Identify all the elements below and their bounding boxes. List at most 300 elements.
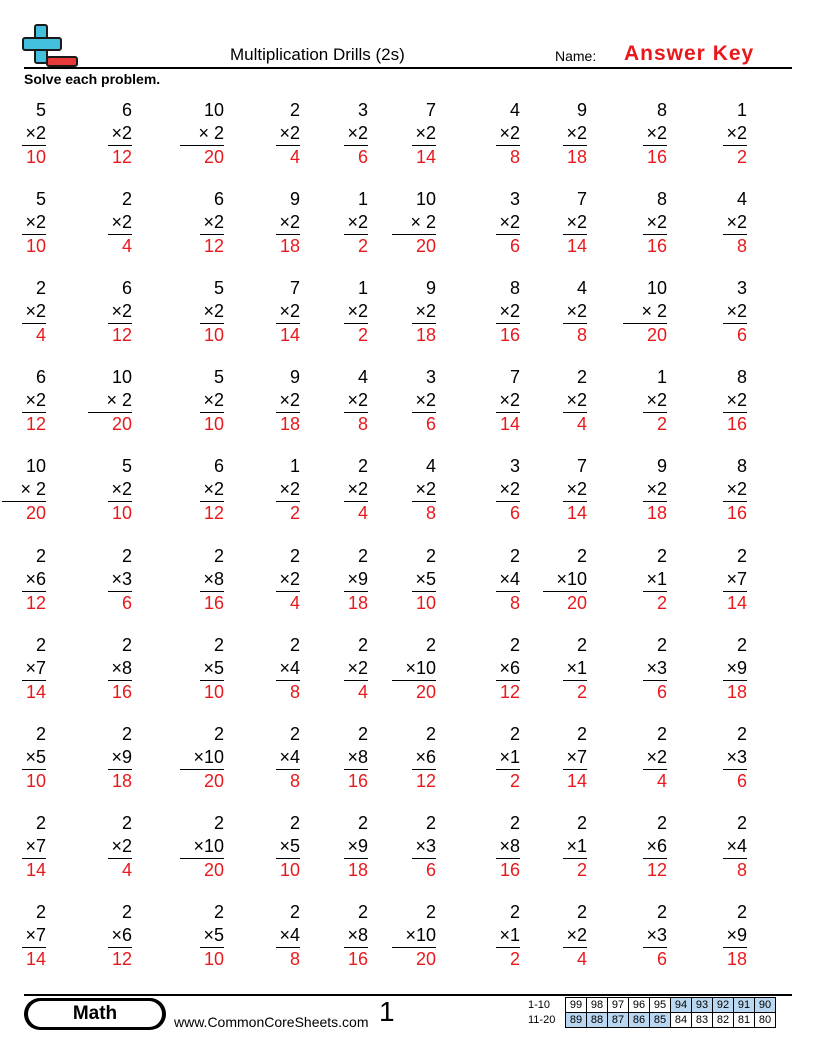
answer: 10 [111, 503, 132, 524]
problem [412, 366, 436, 436]
answer: 12 [415, 770, 436, 791]
multiplicand: 1 [656, 367, 667, 388]
multiplier: ×2 [563, 211, 587, 235]
multiplicand: 2 [656, 545, 667, 566]
problem [723, 366, 747, 436]
multiplicand: 2 [121, 723, 132, 744]
score-cell: 86 [629, 1013, 650, 1028]
problem [563, 366, 587, 436]
multiplier: ×2 [108, 478, 132, 502]
multiplier: ×2 [643, 211, 667, 235]
multiplicand: 2 [736, 634, 747, 655]
problem [643, 723, 667, 793]
answer: 20 [646, 325, 667, 346]
multiplicand: 2 [35, 545, 46, 566]
problem [200, 901, 224, 971]
answer: 8 [289, 948, 300, 969]
score-cell: 85 [650, 1013, 671, 1028]
multiplier: ×5 [200, 657, 224, 681]
problem [108, 901, 132, 971]
multiplicand: 2 [213, 634, 224, 655]
multiplicand: 1 [357, 189, 368, 210]
answer: 10 [415, 592, 436, 613]
answer: 12 [646, 859, 667, 880]
multiplicand: 2 [656, 634, 667, 655]
answer: 4 [289, 592, 300, 613]
multiplier: ×2 [412, 389, 436, 413]
multiplicand: 8 [509, 278, 520, 299]
multiplier: ×3 [643, 657, 667, 681]
problem [643, 812, 667, 882]
problem [723, 99, 747, 169]
multiplicand: 2 [289, 100, 300, 120]
multiplicand: 6 [121, 278, 132, 299]
header-divider [24, 67, 792, 69]
multiplicand: 6 [213, 456, 224, 477]
multiplier: ×6 [108, 924, 132, 948]
problem [344, 545, 368, 615]
problem [496, 634, 520, 704]
answer: 8 [289, 770, 300, 791]
multiplicand: 2 [357, 812, 368, 833]
multiplicand: 2 [509, 545, 520, 566]
problem [563, 99, 587, 169]
problem [276, 366, 300, 436]
problem [412, 99, 436, 169]
multiplicand: 2 [425, 545, 436, 566]
multiplicand: 7 [576, 189, 587, 210]
answer: 16 [499, 325, 520, 346]
multiplicand: 2 [576, 812, 587, 833]
multiplier: ×5 [276, 835, 300, 859]
multiplicand: 2 [509, 812, 520, 833]
multiplier: ×9 [723, 657, 747, 681]
answer: 14 [25, 859, 46, 880]
multiplier: ×2 [496, 300, 520, 324]
answer: 8 [736, 236, 747, 257]
answer: 12 [25, 592, 46, 613]
multiplier: ×2 [344, 389, 368, 413]
multiplier: ×7 [563, 746, 587, 770]
problem [643, 366, 667, 436]
answer: 20 [566, 592, 587, 613]
multiplicand: 2 [213, 901, 224, 922]
problem [180, 812, 224, 882]
multiplier: ×2 [22, 211, 46, 235]
multiplicand: 2 [357, 545, 368, 566]
multiplicand: 10 [203, 100, 224, 120]
problem [276, 188, 300, 258]
multiplicand: 8 [656, 189, 667, 210]
multiplicand: 2 [35, 812, 46, 833]
answer: 14 [25, 681, 46, 702]
multiplier: ×2 [276, 211, 300, 235]
problem [200, 634, 224, 704]
multiplier: ×10 [180, 835, 224, 859]
problem [276, 455, 300, 525]
multiplicand: 6 [213, 189, 224, 210]
problem [200, 545, 224, 615]
answer: 4 [576, 948, 587, 969]
instructions: Solve each problem. [24, 71, 161, 87]
multiplicand: 2 [289, 723, 300, 744]
answer: 10 [203, 325, 224, 346]
problem [108, 723, 132, 793]
multiplicand: 6 [35, 367, 46, 388]
multiplier: ×2 [344, 478, 368, 502]
multiplier: ×10 [543, 568, 587, 592]
multiplier: ×7 [22, 835, 46, 859]
problem [412, 277, 436, 347]
score-row [528, 1013, 776, 1028]
answer: 16 [499, 859, 520, 880]
multiplicand: 8 [656, 100, 667, 120]
multiplier: ×1 [643, 568, 667, 592]
problem [496, 455, 520, 525]
answer: 20 [111, 414, 132, 435]
answer: 14 [279, 325, 300, 346]
answer: 6 [656, 681, 667, 702]
multiplier: ×4 [496, 568, 520, 592]
answer: 4 [357, 503, 368, 524]
score-cell: 81 [734, 1013, 755, 1028]
multiplier: ×2 [643, 478, 667, 502]
problem [22, 277, 46, 347]
multiplicand: 2 [121, 634, 132, 655]
multiplicand: 7 [576, 456, 587, 477]
multiplier: × 2 [623, 300, 667, 324]
answer: 2 [357, 325, 368, 346]
multiplicand: 8 [736, 367, 747, 388]
problem [563, 277, 587, 347]
answer: 12 [203, 236, 224, 257]
answer: 14 [726, 592, 747, 613]
multiplicand: 3 [736, 278, 747, 299]
multiplicand: 2 [425, 901, 436, 922]
problem [2, 455, 46, 525]
problem [723, 277, 747, 347]
multiplier: ×3 [108, 568, 132, 592]
answer: 2 [656, 414, 667, 435]
problem [344, 366, 368, 436]
multiplicand: 4 [736, 189, 747, 210]
score-cell: 94 [671, 998, 692, 1013]
multiplier: ×2 [108, 211, 132, 235]
multiplicand: 2 [425, 812, 436, 833]
multiplier: ×6 [412, 746, 436, 770]
answer: 18 [347, 859, 368, 880]
problem [22, 545, 46, 615]
problem [200, 188, 224, 258]
multiplicand: 2 [35, 723, 46, 744]
problem [723, 634, 747, 704]
multiplicand: 2 [357, 456, 368, 477]
answer: 6 [736, 325, 747, 346]
multiplier: ×2 [276, 300, 300, 324]
problem [723, 812, 747, 882]
multiplier: ×2 [723, 211, 747, 235]
multiplier: ×4 [723, 835, 747, 859]
answer: 10 [25, 770, 46, 791]
score-row-label: 1-10 [528, 999, 551, 1011]
answer: 20 [415, 948, 436, 969]
multiplicand: 6 [121, 100, 132, 120]
score-cell: 84 [671, 1013, 692, 1028]
multiplicand: 4 [576, 278, 587, 299]
problem [276, 812, 300, 882]
multiplier: ×2 [412, 122, 436, 146]
problem [496, 277, 520, 347]
multiplicand: 2 [213, 545, 224, 566]
multiplicand: 5 [35, 189, 46, 210]
answer: 12 [203, 503, 224, 524]
problem [496, 366, 520, 436]
multiplicand: 2 [736, 545, 747, 566]
multiplier: ×4 [276, 924, 300, 948]
answer: 18 [279, 236, 300, 257]
multiplier: ×8 [344, 924, 368, 948]
multiplicand: 2 [213, 812, 224, 833]
problem [344, 812, 368, 882]
answer: 14 [415, 147, 436, 167]
problem [180, 99, 224, 169]
multiplicand: 2 [576, 634, 587, 655]
multiplier: ×5 [22, 746, 46, 770]
multiplier: ×1 [563, 835, 587, 859]
problem [276, 901, 300, 971]
multiplicand: 10 [25, 456, 46, 477]
problem [643, 901, 667, 971]
answer: 18 [726, 948, 747, 969]
score-table [528, 997, 776, 1028]
problem [22, 634, 46, 704]
multiplier: ×7 [723, 568, 747, 592]
answer: 18 [279, 414, 300, 435]
multiplier: × 2 [180, 122, 224, 146]
multiplicand: 2 [289, 634, 300, 655]
problem [643, 188, 667, 258]
answer: 12 [25, 414, 46, 435]
answer: 4 [576, 414, 587, 435]
answer: 16 [646, 147, 667, 167]
problem [22, 99, 46, 169]
multiplicand: 5 [213, 278, 224, 299]
problem [276, 634, 300, 704]
answer: 16 [347, 770, 368, 791]
problem [496, 812, 520, 882]
multiplier: ×2 [643, 389, 667, 413]
multiplicand: 5 [121, 456, 132, 477]
answer: 8 [425, 503, 436, 524]
multiplicand: 9 [289, 367, 300, 388]
answer: 16 [646, 236, 667, 257]
multiplier: ×2 [344, 657, 368, 681]
multiplier: ×2 [200, 300, 224, 324]
problem [108, 634, 132, 704]
multiplier: ×2 [200, 478, 224, 502]
answer: 12 [111, 948, 132, 969]
problem [344, 99, 368, 169]
answer: 18 [566, 147, 587, 167]
problem [623, 277, 667, 347]
multiplier: ×2 [563, 122, 587, 146]
multiplicand: 5 [213, 367, 224, 388]
problem [108, 545, 132, 615]
score-row-label: 11-20 [528, 1014, 556, 1026]
answer: 10 [203, 681, 224, 702]
problem [200, 455, 224, 525]
multiplier: ×4 [276, 746, 300, 770]
score-cell: 82 [713, 1013, 734, 1028]
multiplicand: 4 [357, 367, 368, 388]
answer: 14 [499, 414, 520, 435]
multiplier: ×7 [22, 924, 46, 948]
problem [563, 634, 587, 704]
answer-key-label: Answer Key [624, 42, 755, 65]
multiplicand: 4 [425, 456, 436, 477]
problem [392, 634, 436, 704]
multiplier: ×10 [392, 924, 436, 948]
multiplier: ×3 [412, 835, 436, 859]
multiplicand: 3 [509, 189, 520, 210]
answer: 10 [25, 236, 46, 257]
problem [563, 188, 587, 258]
problem [180, 723, 224, 793]
multiplicand: 5 [35, 100, 46, 120]
answer: 12 [111, 147, 132, 167]
multiplicand: 2 [35, 634, 46, 655]
answer: 18 [111, 770, 132, 791]
multiplier: ×2 [496, 122, 520, 146]
answer: 12 [499, 681, 520, 702]
answer: 10 [203, 414, 224, 435]
multiplicand: 2 [656, 812, 667, 833]
multiplier: ×2 [276, 478, 300, 502]
multiplier: ×2 [723, 122, 747, 146]
multiplier: ×3 [643, 924, 667, 948]
multiplicand: 2 [213, 723, 224, 744]
multiplicand: 10 [415, 189, 436, 210]
footer-divider [24, 994, 792, 996]
multiplier: ×2 [723, 300, 747, 324]
plus-minus-logo-icon [22, 24, 82, 68]
multiplier: ×2 [643, 746, 667, 770]
multiplier: ×2 [723, 478, 747, 502]
multiplicand: 2 [357, 723, 368, 744]
multiplicand: 2 [736, 723, 747, 744]
answer: 14 [566, 503, 587, 524]
multiplier: ×2 [412, 478, 436, 502]
problem [276, 545, 300, 615]
problem [344, 277, 368, 347]
answer: 4 [289, 147, 300, 167]
answer: 4 [121, 236, 132, 257]
multiplicand: 2 [736, 901, 747, 922]
problem [496, 188, 520, 258]
multiplier: ×2 [108, 122, 132, 146]
problem [412, 455, 436, 525]
score-cell: 80 [755, 1013, 776, 1028]
subject-label: Math [28, 1001, 162, 1027]
score-row [528, 998, 776, 1013]
answer: 6 [509, 503, 520, 524]
problem [643, 545, 667, 615]
answer: 14 [566, 770, 587, 791]
multiplier: ×6 [643, 835, 667, 859]
answer: 14 [566, 236, 587, 257]
problem [412, 723, 436, 793]
multiplicand: 4 [509, 100, 520, 120]
multiplicand: 2 [357, 901, 368, 922]
answer: 12 [111, 325, 132, 346]
answer: 8 [736, 859, 747, 880]
multiplicand: 3 [357, 100, 368, 120]
problem [723, 901, 747, 971]
multiplier: ×8 [200, 568, 224, 592]
multiplicand: 2 [121, 812, 132, 833]
multiplicand: 2 [576, 723, 587, 744]
score-cell: 87 [608, 1013, 629, 1028]
answer: 2 [357, 236, 368, 257]
answer: 18 [726, 681, 747, 702]
multiplicand: 2 [121, 545, 132, 566]
answer: 6 [509, 236, 520, 257]
answer: 8 [357, 414, 368, 435]
answer: 20 [415, 681, 436, 702]
multiplicand: 8 [736, 456, 747, 477]
problem [723, 455, 747, 525]
multiplicand: 2 [509, 723, 520, 744]
multiplier: ×4 [276, 657, 300, 681]
multiplier: ×2 [276, 568, 300, 592]
multiplier: ×2 [496, 389, 520, 413]
problem [412, 545, 436, 615]
problem [496, 545, 520, 615]
multiplicand: 10 [111, 367, 132, 388]
problem [344, 455, 368, 525]
multiplier: ×2 [496, 211, 520, 235]
score-cell: 83 [692, 1013, 713, 1028]
answer: 2 [289, 503, 300, 524]
multiplier: ×8 [108, 657, 132, 681]
multiplier: ×2 [643, 122, 667, 146]
multiplier: ×1 [496, 924, 520, 948]
problem [563, 812, 587, 882]
multiplier: ×5 [412, 568, 436, 592]
multiplier: ×2 [200, 211, 224, 235]
answer: 20 [203, 859, 224, 880]
problem [412, 812, 436, 882]
multiplicand: 1 [289, 456, 300, 477]
score-cell: 90 [755, 998, 776, 1013]
answer: 4 [656, 770, 667, 791]
multiplicand: 2 [121, 901, 132, 922]
problem [723, 188, 747, 258]
answer: 20 [415, 236, 436, 257]
multiplier: ×2 [22, 389, 46, 413]
multiplicand: 7 [509, 367, 520, 388]
multiplicand: 2 [736, 812, 747, 833]
multiplier: ×2 [344, 211, 368, 235]
problem [723, 545, 747, 615]
answer: 20 [203, 770, 224, 791]
multiplier: ×2 [276, 389, 300, 413]
multiplicand: 2 [656, 901, 667, 922]
multiplier: ×8 [496, 835, 520, 859]
multiplier: ×8 [344, 746, 368, 770]
answer: 10 [25, 147, 46, 167]
multiplicand: 2 [576, 901, 587, 922]
